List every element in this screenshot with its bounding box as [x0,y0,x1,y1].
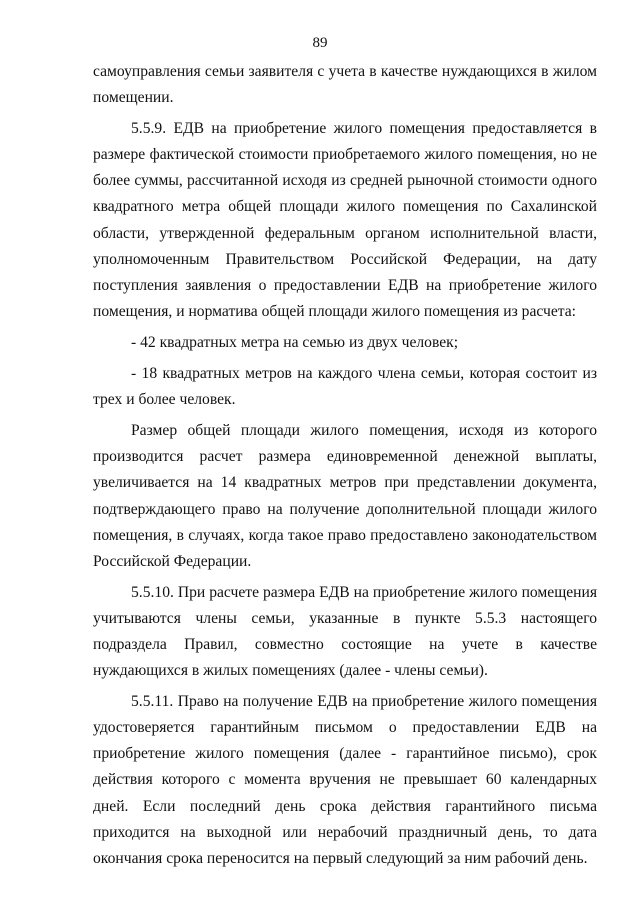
list-item-18-sqm: - 18 квадратных метров на каждого члена семьи, которая состоит из трех и более человек. [93,365,597,409]
paragraph-5-5-10: 5.5.10. При расчете размера ЕДВ на приобретение жилого помещения учитываются члены семьи, указанные в пункте 5.5.3 настоящего подраздела Правил, совместно состоящие на учете в качестве нуждающихся в жилых помещениях (далее - члены семьи). [93,583,597,680]
paragraph-5-5-9: 5.5.9. ЕДВ на приобретение жилого помещения предоставляется в размере фактической стоимости приобретаемого жилого помещения, но не более суммы, рассчитанной исходя из средней рыночной стоимости одного квадратного метра общей площади жилого помещения по Сахалинской области, утвержденной федеральным органом исполнительной власти, уполномоченным Правительством Российской Федерации, на дату поступления заявления о предоставлении ЕДВ на приобретение жилого помещения, и норматива общей площади жилого помещения из расчета: [93,120,597,320]
paragraph-area-increase: Размер общей площади жилого помещения, исходя из которого производится расчет размера единовременной денежной выплаты, увеличивается на 14 квадратных метров при представлении документа, подтверждающего право на получение дополнительной площади жилого помещения, в случаях, когда такое право предоставлено законодательством Российской Федерации. [93,422,597,570]
page-number: 89 [312,35,328,51]
paragraph-5-5-11: 5.5.11. Право на получение ЕДВ на приобретение жилого помещения удостоверяется гарантийным письмом о предоставлении ЕДВ на приобретение жилого помещения (далее - гарантийное письмо), срок действия которого с момента вручения не превышает 60 календарных дней. Если последний день срока действия гарантийного письма приходится на выходной или нерабочий праздничный день, то дата окончания срока переносится на первый следующий за ним рабочий день. [93,693,597,867]
list-item-42-sqm: - 42 квадратных метра на семью из двух человек; [131,333,459,351]
paragraph-continuation: самоуправления семьи заявителя с учета в качестве нуждающихся в жилом помещении. [93,63,597,107]
document-body [93,59,597,877]
